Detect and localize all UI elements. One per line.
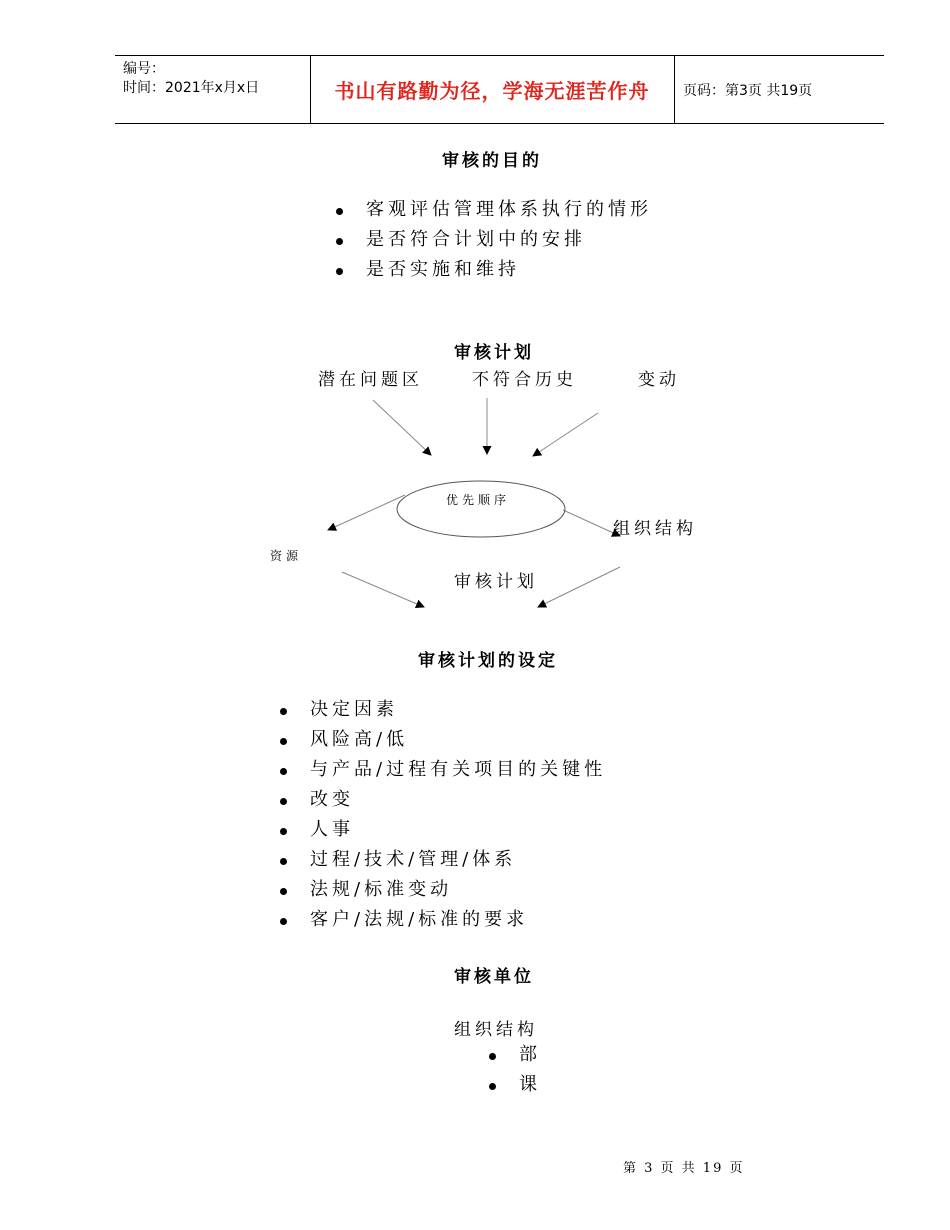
list-item: 过程/技术/管理/体系 (310, 845, 606, 875)
bullet-icon (280, 798, 287, 805)
bullet-icon (280, 828, 287, 835)
plan-setting-list (310, 695, 606, 935)
arrow-to-priority (533, 413, 598, 456)
bullet-icon (280, 858, 287, 865)
list-item: 改变 (310, 785, 606, 815)
list-item: 是否实施和维持 (366, 255, 652, 285)
bullet-icon (489, 1083, 496, 1090)
arrow-to-audit-plan (538, 567, 620, 607)
diagram-label-potential-problems: 潜在问题区 (318, 370, 423, 390)
list-item: 人事 (310, 815, 606, 845)
audit-unit-subtitle: 组织结构 (454, 1020, 538, 1040)
bullet-icon (280, 738, 287, 745)
diagram-label-change: 变动 (638, 370, 680, 390)
diagram-title: 审核计划 (454, 343, 534, 363)
list-item: 部 (519, 1040, 541, 1070)
page-footer: 第 3 页 共 19 页 (623, 1161, 745, 1176)
bullet-icon (280, 768, 287, 775)
bullet-icon (280, 918, 287, 925)
list-item: 决定因素 (310, 695, 606, 725)
list-item: 是否符合计划中的安排 (366, 225, 652, 255)
list-item: 风险高/低 (310, 725, 606, 755)
bullet-icon (489, 1053, 496, 1060)
list-item: 客观评估管理体系执行的情形 (366, 195, 652, 225)
section-title-audit-unit: 审核单位 (454, 967, 534, 987)
diagram-label-audit-plan: 审核计划 (454, 572, 538, 592)
diagram-label-organization: 组织结构 (613, 519, 697, 539)
bullet-icon (280, 708, 287, 715)
header-number-label: 编号： (123, 61, 165, 77)
diagram-label-resources: 资源 (270, 549, 303, 563)
section-title-purpose: 审核的目的 (442, 151, 542, 171)
list-item: 客户/法规/标准的要求 (310, 905, 606, 935)
list-item: 法规/标准变动 (310, 875, 606, 905)
list-item: 课 (519, 1070, 541, 1100)
header-page-label: 页码：第3页 共19页 (683, 82, 813, 99)
arrow-to-resources (328, 495, 405, 530)
diagram-label-priority: 优先顺序 (446, 493, 511, 507)
priority-ellipse (397, 481, 565, 537)
arrow-to-priority (373, 400, 431, 455)
arrow-to-organization (563, 510, 620, 536)
audit-unit-list (519, 1040, 541, 1100)
header-motto: 书山有路勤为径，学海无涯苦作舟 (334, 79, 650, 103)
bullet-icon (280, 888, 287, 895)
list-item: 与产品/过程有关项目的关键性 (310, 755, 606, 785)
section-title-plan-setting: 审核计划的设定 (418, 651, 558, 671)
header-time-label: 时间：2021年x月x日 (123, 80, 260, 96)
diagram-label-nonconformity-history: 不符合历史 (472, 370, 577, 390)
arrow-to-audit-plan (342, 572, 424, 607)
